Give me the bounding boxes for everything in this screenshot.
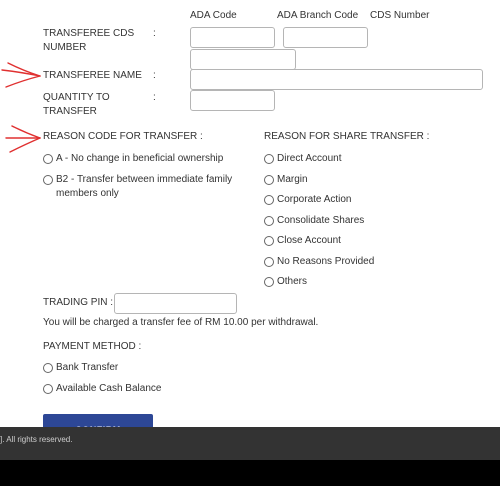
cds-number-input[interactable] xyxy=(190,49,296,70)
option-label: Margin xyxy=(277,174,308,185)
copyright-text: ]. All rights reserved. xyxy=(0,435,73,444)
radio-button-icon[interactable] xyxy=(43,384,53,394)
radio-button-icon[interactable] xyxy=(264,175,274,185)
ada-code-header: ADA Code xyxy=(190,10,237,21)
trading-pin-label: TRADING PIN : xyxy=(43,297,114,308)
option-label: Direct Account xyxy=(277,153,342,164)
cds-number-header: CDS Number xyxy=(370,10,430,21)
option-label: Consolidate Shares xyxy=(277,215,365,226)
payment-method-title: PAYMENT METHOD : xyxy=(43,341,142,352)
ada-code-input[interactable] xyxy=(190,27,275,48)
radio-button-icon[interactable] xyxy=(264,257,274,267)
quantity-input[interactable] xyxy=(190,90,275,111)
reason-share-option-direct-account[interactable] xyxy=(264,152,341,166)
ada-branch-code-input[interactable] xyxy=(283,27,368,48)
transferee-name-input[interactable] xyxy=(190,69,483,90)
radio-button-icon[interactable] xyxy=(264,277,274,287)
reason-code-option-a[interactable] xyxy=(43,152,223,166)
option-label: Bank Transfer xyxy=(56,362,119,373)
radio-button-icon[interactable] xyxy=(264,216,274,226)
reason-code-option-b2[interactable] xyxy=(43,173,253,201)
option-label: Available Cash Balance xyxy=(56,383,162,394)
radio-button-icon[interactable] xyxy=(264,154,274,164)
transferee-name-label: TRANSFEREE NAME xyxy=(43,70,142,81)
cds-colon: : xyxy=(153,28,156,39)
option-label: Close Account xyxy=(277,235,341,246)
reason-code-title: REASON CODE FOR TRANSFER : xyxy=(43,131,203,142)
annotation-arrow-icon xyxy=(0,60,44,90)
quantity-label: QUANTITY TO TRANSFER xyxy=(43,92,110,117)
name-colon: : xyxy=(153,70,156,81)
radio-button-icon[interactable] xyxy=(264,236,274,246)
footer xyxy=(0,427,500,460)
reason-share-title: REASON FOR SHARE TRANSFER : xyxy=(264,131,430,142)
payment-option-cash-balance[interactable] xyxy=(43,382,161,396)
ada-branch-code-header: ADA Branch Code xyxy=(277,10,359,21)
reason-code-option-b2-label: B2 - Transfer between immediate family members only xyxy=(56,174,233,199)
fee-notice: You will be charged a transfer fee of RM 10.00 per withdrawal. xyxy=(43,317,319,328)
reason-code-option-a-label: A - No change in beneficial ownership xyxy=(56,153,224,164)
radio-button-icon[interactable] xyxy=(43,154,53,164)
reason-share-option-no-reasons[interactable] xyxy=(264,255,374,269)
trading-pin-input[interactable] xyxy=(114,293,237,314)
transferee-cds-label: TRANSFEREE CDS NUMBER xyxy=(43,28,135,53)
radio-button-icon[interactable] xyxy=(43,363,53,373)
payment-option-bank-transfer[interactable] xyxy=(43,361,118,375)
bottom-bar xyxy=(0,460,500,486)
reason-share-option-close-account[interactable] xyxy=(264,234,341,248)
radio-button-icon[interactable] xyxy=(43,175,53,185)
reason-share-option-margin[interactable] xyxy=(264,173,308,187)
radio-button-icon[interactable] xyxy=(264,195,274,205)
quantity-colon: : xyxy=(153,92,156,103)
annotation-arrow-icon xyxy=(0,122,44,154)
reason-share-option-corporate-action[interactable] xyxy=(264,193,352,207)
reason-share-option-others[interactable] xyxy=(264,275,307,289)
reason-share-option-consolidate-shares[interactable] xyxy=(264,214,364,228)
option-label: Others xyxy=(277,276,308,287)
option-label: Corporate Action xyxy=(277,194,352,205)
option-label: No Reasons Provided xyxy=(277,256,375,267)
